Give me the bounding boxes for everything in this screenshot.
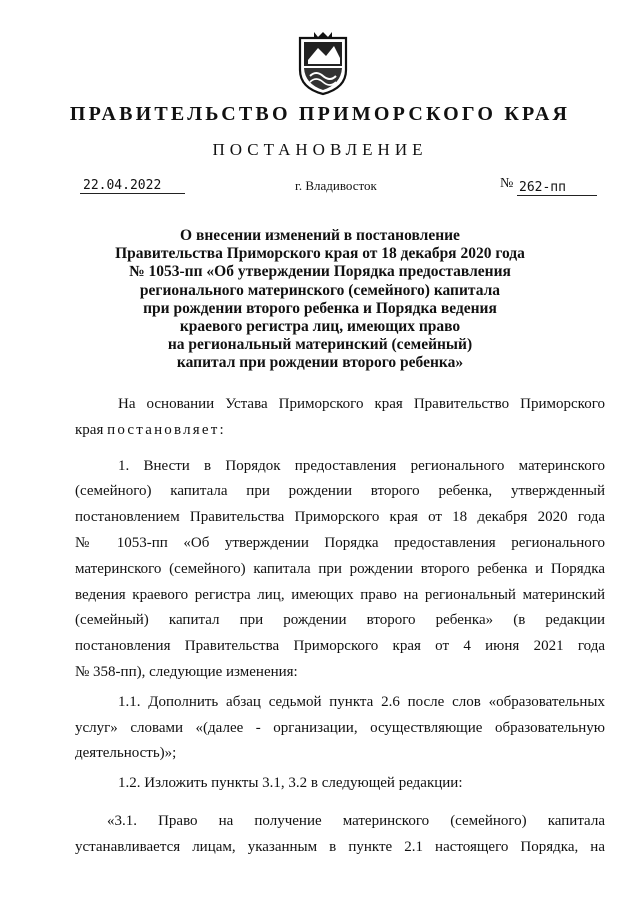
title-line: регионального материнского (семейного) капитала — [139, 281, 501, 299]
document-date: 22.04.2022 — [80, 178, 185, 194]
document-city: г. Владивосток — [295, 178, 377, 193]
paragraph-line: материнского (семейного) капитала при рождении второго ребенка и Порядка — [75, 560, 605, 577]
paragraph-line: 1.2. Изложить пункты 3.1, 3.2 в следующей редакции: — [118, 775, 463, 792]
title-line: при рождении второго ребенка и Порядка ведения — [143, 299, 497, 317]
document-type: ПОСТАНОВЛЕНИЕ — [212, 140, 428, 159]
organization-title: ПРАВИТЕЛЬСТВО ПРИМОРСКОГО КРАЯ — [69, 103, 571, 125]
title-line: О внесении изменений в постановление — [180, 227, 460, 244]
title-line: на региональный материнский (семейный) — [167, 336, 473, 354]
paragraph-line: 1. Внести в Порядок предоставления регионального материнского — [118, 457, 605, 474]
paragraph-line: № 1053-пп «Об утверждении Порядка предоставления регионального — [75, 534, 605, 551]
paragraph-line: № 358-пп), следующие изменения: — [75, 663, 298, 680]
paragraph-line: 1.1. Дополнить абзац седьмой пункта 2.6 после слов «образовательных — [118, 693, 605, 710]
paragraph-line: (семейный) капитал при рождении второго ребенка» (в редакции — [75, 612, 605, 629]
preamble-line: На основании Устава Приморского края Правительство Приморского — [118, 396, 605, 412]
title-line: краевого регистра лиц, имеющих право — [179, 318, 461, 336]
coat-of-arms-icon — [296, 30, 350, 96]
document-number: 262-пп — [517, 180, 597, 196]
quoted-line: устанавливается лицам, указанным в пункте 2.1 настоящего Порядка, на — [75, 838, 605, 855]
document-body — [75, 392, 605, 861]
paragraph-line: деятельность)»; — [75, 745, 177, 762]
title-line: капитал при рождении второго ребенка» — [176, 354, 464, 372]
paragraph-line: ведения краевого регистра лиц, имеющих право на региональный материнский — [75, 586, 605, 603]
paragraph-line: постановлением Правительства Приморского края от 18 декабря 2020 года — [75, 509, 605, 526]
document-title — [90, 227, 550, 373]
quoted-line: «3.1. Право на получение материнского (семейного) капитала — [107, 812, 605, 829]
decree-verb: постановляет: — [107, 421, 226, 438]
preamble-word: края — [75, 421, 104, 438]
title-line: № 1053-пп «Об утверждении Порядка предоставления — [129, 263, 511, 281]
title-line: Правительства Приморского края от 18 декабря 2020 года — [115, 245, 525, 263]
number-label: № — [500, 176, 514, 191]
paragraph-line: (семейного) капитала при рождении второго ребенка, утвержденный — [75, 483, 605, 500]
preamble-line — [75, 418, 605, 444]
paragraph-line: постановления Правительства Приморского края от 4 июня 2021 года — [75, 638, 605, 655]
paragraph-line: услуг» словами «(далее - организации, осуществляющие образовательную — [75, 719, 605, 736]
